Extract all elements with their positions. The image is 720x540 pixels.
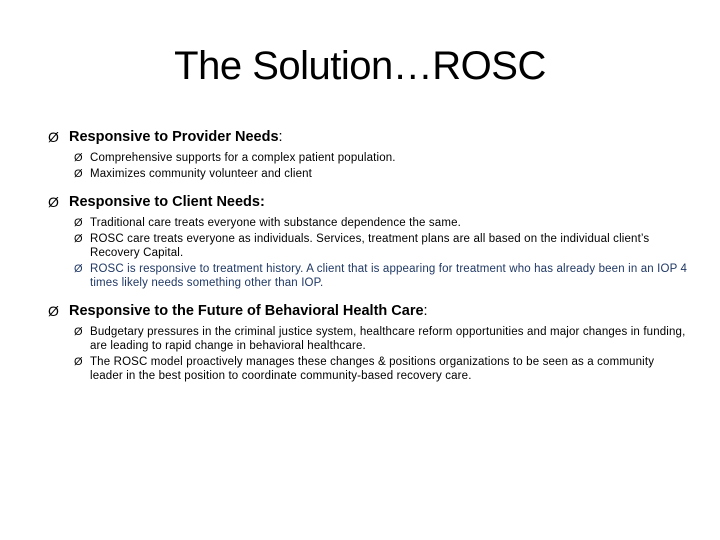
arrow-bullet-icon: Ø bbox=[74, 152, 83, 164]
arrow-bullet-icon: Ø bbox=[48, 129, 59, 145]
list-item-text: Traditional care treats everyone with substance dependence the same. bbox=[90, 217, 461, 229]
section-client-needs bbox=[48, 193, 688, 290]
list-item bbox=[74, 232, 688, 260]
list-item bbox=[74, 262, 688, 290]
section-heading-bold: Responsive to Provider Needs bbox=[69, 129, 279, 145]
sub-list bbox=[48, 325, 688, 383]
arrow-bullet-icon: Ø bbox=[74, 217, 83, 229]
section-heading-bold: Responsive to the Future of Behavioral Health Care bbox=[69, 303, 424, 319]
section-provider-needs bbox=[48, 128, 688, 181]
arrow-bullet-icon: Ø bbox=[74, 263, 83, 275]
slide-content bbox=[48, 128, 688, 395]
list-item bbox=[74, 151, 688, 165]
sub-list bbox=[48, 216, 688, 290]
section-future-behavioral-health bbox=[48, 302, 688, 383]
list-item-text: The ROSC model proactively manages these changes & positions organizations to be seen as a community leader in the best position to coordinate community-based recovery care. bbox=[90, 356, 655, 382]
arrow-bullet-icon: Ø bbox=[74, 233, 83, 245]
list-item-text: Budgetary pressures in the criminal justice system, healthcare reform opportunities and major changes in funding, are leading to rapid change in behavioral healthcare. bbox=[90, 326, 686, 352]
section-heading bbox=[48, 128, 688, 146]
list-item-text: Comprehensive supports for a complex patient population. bbox=[90, 152, 396, 164]
section-heading-tail: : bbox=[423, 303, 428, 319]
list-item-text: ROSC care treats everyone as individuals. Services, treatment plans are all based on the individual client’s Recovery Capital. bbox=[90, 233, 650, 259]
section-heading-bold: Responsive to Client Needs: bbox=[69, 194, 265, 210]
arrow-bullet-icon: Ø bbox=[74, 356, 83, 368]
list-item-text: ROSC is responsive to treatment history. A client that is appearing for treatment who has already been in an IOP 4 times likely needs something other than IOP. bbox=[90, 263, 688, 289]
list-item-text: Maximizes community volunteer and client bbox=[90, 168, 313, 180]
section-heading bbox=[48, 302, 688, 320]
slide-title: The Solution…ROSC bbox=[174, 44, 546, 88]
sub-list bbox=[48, 151, 688, 181]
arrow-bullet-icon: Ø bbox=[74, 168, 83, 180]
list-item bbox=[74, 167, 688, 181]
arrow-bullet-icon: Ø bbox=[74, 326, 83, 338]
list-item bbox=[74, 325, 688, 353]
list-item bbox=[74, 355, 688, 383]
arrow-bullet-icon: Ø bbox=[48, 303, 59, 319]
arrow-bullet-icon: Ø bbox=[48, 194, 59, 210]
section-heading bbox=[48, 193, 688, 211]
section-heading-tail: : bbox=[278, 129, 283, 145]
list-item bbox=[74, 216, 688, 230]
